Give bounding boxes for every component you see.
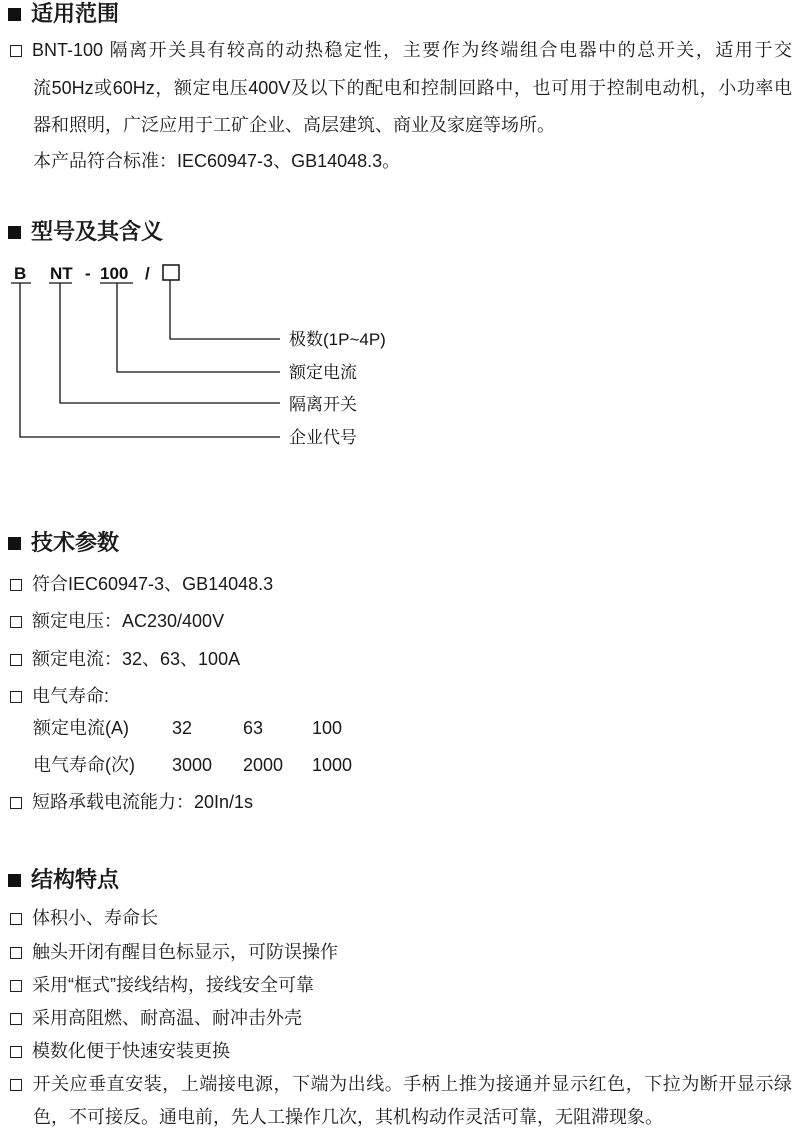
item-text: 额定电压：AC230/400V [32,611,225,631]
section-heading-features [8,866,119,894]
checkbox-bullet-icon [10,1046,22,1058]
table-cell: 100 [312,718,343,738]
section-heading-model [8,218,163,246]
checkbox-bullet-icon [10,654,22,666]
tech-item [10,646,240,672]
table-cell: 2000 [243,755,284,775]
feature-item [10,1038,230,1064]
table-cell: 63 [243,718,264,738]
scope-line-4: 本产品符合标准：IEC60947-3、GB14048.3。 [33,151,401,171]
feature-item [10,972,314,998]
tech-item [10,683,109,709]
label-poles: 极数(1P~4P) [289,330,386,349]
label-current: 额定电流 [289,363,357,382]
code-dash: - [85,264,91,283]
feature-item [10,1005,302,1031]
item-text: 符合IEC60947-3、GB14048.3 [32,574,274,594]
heading-text: 技术参数 [31,530,120,555]
square-bullet-icon [8,8,21,21]
section-heading-tech [8,529,119,557]
item-text: 额定电流：32、63、100A [32,649,241,669]
table-cell: 电气寿命(次) [33,755,135,775]
item-text: 采用高阻燃、耐高温、耐冲击外壳 [32,1008,302,1028]
checkbox-bullet-icon [10,913,22,925]
checkbox-bullet-icon [10,45,22,57]
scope-line-1 [10,37,792,63]
heading-text: 结构特点 [31,867,120,892]
checkbox-bullet-icon [10,1013,22,1025]
table-cell: 额定电流(A) [33,718,129,738]
square-bullet-icon [8,537,21,550]
item-text: 开关应垂直安装，上端接电源，下端为出线。手柄上推为接通并显示红色，下拉为断开显示绿 [32,1074,792,1094]
square-bullet-icon [8,226,21,239]
checkbox-bullet-icon [10,980,22,992]
tech-item [10,571,273,597]
checkbox-bullet-icon [10,579,22,591]
scope-line-3: 器和照明，广泛应用于工矿企业、高层建筑、商业及家庭等场所。 [33,115,555,135]
tech-item [10,789,253,815]
pole-box [163,265,179,280]
leader-line-poles [170,280,280,339]
square-bullet-icon [8,874,21,887]
label-switch: 隔离开关 [289,395,357,414]
checkbox-bullet-icon [10,616,22,628]
item-text: 触头开闭有醒目色标显示，可防误操作 [32,942,338,962]
item-text: 采用“框式”接线结构，接线安全可靠 [32,975,314,995]
feature-item-continued: 色，不可接反。通电前，先人工操作几次，其机构动作灵活可靠，无阻滞现象。 [33,1107,663,1127]
model-code-diagram [0,250,420,450]
heading-text: 型号及其含义 [31,219,164,244]
label-enterprise: 企业代号 [289,428,357,447]
feature-item [10,905,158,931]
line-text: BNT-100 隔离开关具有较高的动热稳定性，主要作为终端组合电器中的总开关，适用于交 [32,40,792,60]
feature-item [10,939,338,965]
checkbox-bullet-icon [10,1079,22,1091]
checkbox-bullet-icon [10,947,22,959]
tech-item [10,608,224,634]
code-100: 100 [100,264,129,283]
checkbox-bullet-icon [10,691,22,703]
item-text: 模数化便于快速安装更换 [32,1041,230,1061]
feature-item [10,1071,792,1097]
table-cell: 1000 [312,755,353,775]
scope-line-2: 流50Hz或60Hz，额定电压400V及以下的配电和控制回路中，也可用于控制电动机，小功率电 [33,78,792,98]
checkbox-bullet-icon [10,797,22,809]
leader-line-current [117,283,280,372]
item-text: 体积小、寿命长 [32,908,158,928]
table-cell: 3000 [172,755,213,775]
item-text: 电气寿命: [32,686,110,706]
section-heading-scope [8,0,119,28]
code-b: B [14,264,27,283]
code-slash: / [145,264,150,283]
code-nt: NT [50,264,73,283]
heading-text: 适用范围 [31,1,120,26]
item-text: 短路承载电流能力：20In/1s [32,792,254,812]
leader-line-enterprise [20,283,280,437]
table-cell: 32 [172,718,193,738]
